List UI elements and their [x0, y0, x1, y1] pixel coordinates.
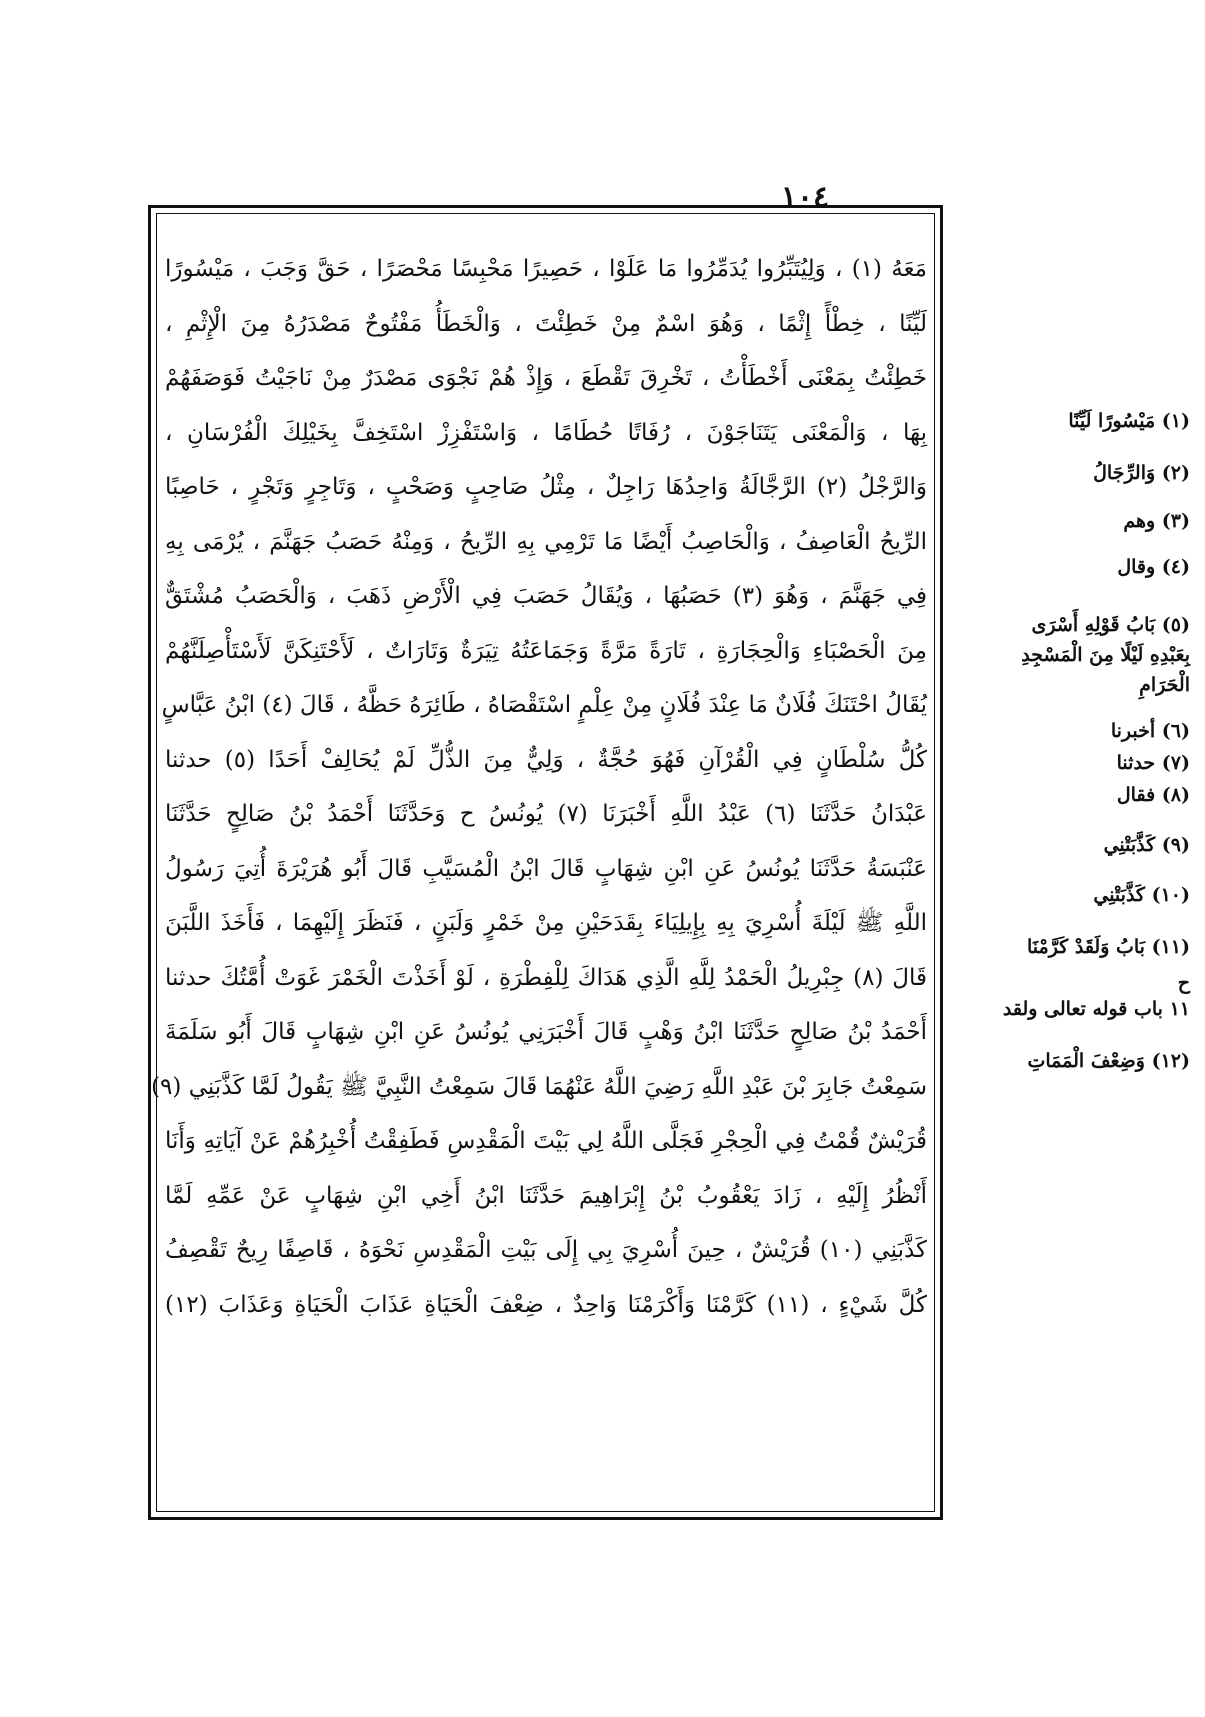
text-line-8: مِنَ الْحَصْبَاءِ وَالْحِجَارَةِ ، تَارَةً مَرَّةً وَجَمَاعَتُهُ تِيَرَةٌ وَتَارَاتٌ ، لَأَحْتَنِكَنَّ لَأَسْتَأْصِلَنَّهُمْ: [165, 637, 927, 664]
text-line-16: سَمِعْتُ جَابِرَ بْنَ عَبْدِ اللَّهِ رَضِيَ اللَّهُ عَنْهُمَا قَالَ سَمِعْتُ النَّبِيَّ ﷺ يَقُولُ لَمَّا كَذَّبَنِي (٩): [151, 1073, 927, 1100]
text-line-1: مَعَهُ (١) ، وَلِيُتَبِّرُوا يُدَمِّرُوا مَا عَلَوْا ، حَصِيرًا مَحْبِسًا مَحْصَرًا ، حَقَّ وَجَبَ ، مَيْسُورًا: [165, 256, 927, 282]
margin-note: (٥) بَابُ قَوْلِهِ أَسْرَى: [1031, 614, 1190, 636]
margin-note: (٢) وَالرِّجَالُ: [1093, 462, 1190, 484]
margin-note: (١١) بَابُ وَلَقَدْ كَرَّمْنَا: [1027, 936, 1190, 958]
text-line-14: قَالَ (٨) جِبْرِيلُ الْحَمْدُ لِلَّهِ الَّذِي هَدَاكَ لِلْفِطْرَةِ ، لَوْ أَخَذْتَ الْخَمْرَ غَوَتْ أُمَّتُكَ حدثنا: [165, 964, 927, 991]
text-line-18: أَنْظُرُ إِلَيْهِ ، زَادَ يَعْقُوبُ بْنُ إِبْرَاهِيمَ حَدَّثَنَا ابْنُ أَخِي ابْنِ شِهَابٍ عَنْ عَمِّهِ لَمَّا: [165, 1182, 927, 1209]
margin-note: (١) مَيْسُورًا لَيِّنًا: [1068, 410, 1190, 432]
margin-note: الْحَرَامِ: [1139, 674, 1190, 696]
text-line-2: لَيِّنًا ، خِطْأً إِثْمًا ، وَهُوَ اسْمٌ مِنْ خَطِئْتَ ، وَالْخَطَأُ مَفْتُوحٌ مَصْدَرُهُ مِنَ الْإِثْمِ ،: [165, 310, 927, 337]
page-number: ١٠٤: [780, 180, 830, 215]
margin-note: بِعَبْدِهِ لَيْلًا مِنَ الْمَسْجِدِ: [1021, 644, 1190, 666]
text-line-4: بِهَا ، وَالْمَعْنَى يَتَنَاجَوْنَ ، رُفَاتًا حُطَامًا ، وَاسْتَفْزِزْ اسْتَخِفَّ بِخَيْلِكَ الْفُرْسَانِ ،: [165, 419, 927, 446]
text-line-13: اللَّهِ ﷺ لَيْلَةَ أُسْرِيَ بِهِ بِإِيلِيَاءَ بِقَدَحَيْنِ مِنْ خَمْرٍ وَلَبَنٍ ، فَنَظَرَ إِلَيْهِمَا ، فَأَخَذَ اللَّبَنَ: [165, 910, 927, 936]
text-line-5: وَالرَّجْلُ (٢) الرَّجَّالَةُ وَاحِدُهَا رَاجِلٌ ، مِثْلُ صَاحِبٍ وَصَحْبٍ ، وَتَاجِرٍ وَتَجْرٍ ، حَاصِبًا: [165, 474, 927, 500]
margin-note: ١١ باب قوله تعالى ولقد: [1002, 998, 1190, 1020]
text-line-12: عَنْبَسَةُ حَدَّثَنَا يُونُسُ عَنِ ابْنِ شِهَابٍ قَالَ ابْنُ الْمُسَيَّبِ قَالَ أَبُو هُرَيْرَةَ أُتِيَ رَسُولُ: [165, 855, 927, 882]
main-text: [151, 242, 937, 1482]
text-line-10: كُلُّ سُلْطَانٍ فِي الْقُرْآنِ فَهُوَ حُجَّةٌ ، وَلِيٌّ مِنَ الذُّلِّ لَمْ يُحَالِفْ أَحَدًا (٥) حدثنا: [165, 746, 927, 773]
margin-note: (٧) حدثنا: [1116, 752, 1190, 774]
text-line-6: الرِّيحُ الْعَاصِفُ ، وَالْحَاصِبُ أَيْضًا مَا تَرْمِي بِهِ الرِّيحُ ، وَمِنْهُ حَصَبُ جَهَنَّمَ ، يُرْمَى بِهِ: [165, 528, 927, 555]
text-line-9: يُقَالُ احْتَنَكَ فُلَانٌ مَا عِنْدَ فُلَانٍ مِنْ عِلْمٍ اسْتَقْصَاهُ ، طَائِرَهُ حَظَّهُ ، قَالَ (٤) ابْنُ عَبَّاسٍ: [161, 692, 927, 718]
text-line-11: عَبْدَانُ حَدَّثَنَا (٦) عَبْدُ اللَّهِ أَخْبَرَنَا (٧) يُونُسُ ح وَحَدَّثَنَا أَحْمَدُ بْنُ صَالِحٍ حَدَّثَنَا: [165, 801, 927, 827]
margin-note: (٦) أخبرنا: [1110, 720, 1190, 742]
margin-note: (١٠) كَذَّبَتْنِي: [1093, 884, 1190, 906]
text-line-20: كُلَّ شَيْءٍ ، (١١) كَرَّمْنَا وَأَكْرَمْنَا وَاحِدٌ ، ضِعْفَ الْحَيَاةِ عَذَابَ الْحَيَاةِ وَعَذَابَ (١٢): [165, 1291, 927, 1318]
margin-note: ح: [1177, 972, 1190, 994]
text-line-17: قُرَيْشٌ قُمْتُ فِي الْحِجْرِ فَجَلَّى اللَّهُ لِي بَيْتَ الْمَقْدِسِ فَطَفِقْتُ أُخْبِرُهُمْ عَنْ آيَاتِهِ وَأَنَا: [165, 1128, 927, 1154]
margin-note: (٩) كَذَّبَتْنِي: [1103, 834, 1190, 856]
text-line-15: أَحْمَدُ بْنُ صَالِحٍ حَدَّثَنَا ابْنُ وَهْبٍ قَالَ أَخْبَرَنِي يُونُسُ عَنِ ابْنِ شِهَابٍ قَالَ أَبُو سَلَمَةَ: [165, 1019, 927, 1045]
margin-note: (١٢) وَضِعْفَ الْمَمَاتِ: [1027, 1050, 1190, 1072]
margin-note: (٤) وقال: [1117, 556, 1190, 578]
margin-note: (٣) وهم: [1123, 510, 1190, 532]
text-line-3: خَطِئْتُ بِمَعْنَى أَخْطَأْتُ ، تَخْرِقَ تَقْطَعَ ، وَإِذْ هُمْ نَجْوَى مَصْدَرٌ مِنْ نَاجَيْتُ فَوَصَفَهُمْ: [165, 365, 927, 391]
text-line-19: كَذَّبَنِي (١٠) قُرَيْشٌ ، حِينَ أُسْرِيَ بِي إِلَى بَيْتِ الْمَقْدِسِ نَحْوَهُ ، قَاصِفًا رِيحٌ تَقْصِفُ: [165, 1237, 927, 1263]
margin-notes: [955, 410, 1190, 1072]
margin-note: (٨) فقال: [1116, 784, 1190, 806]
text-line-7: فِي جَهَنَّمَ ، وَهُوَ (٣) حَصَبُهَا ، وَيُقَالُ حَصَبَ فِي الْأَرْضِ ذَهَبَ ، وَالْحَصَبُ مُشْتَقٌّ: [165, 583, 927, 609]
